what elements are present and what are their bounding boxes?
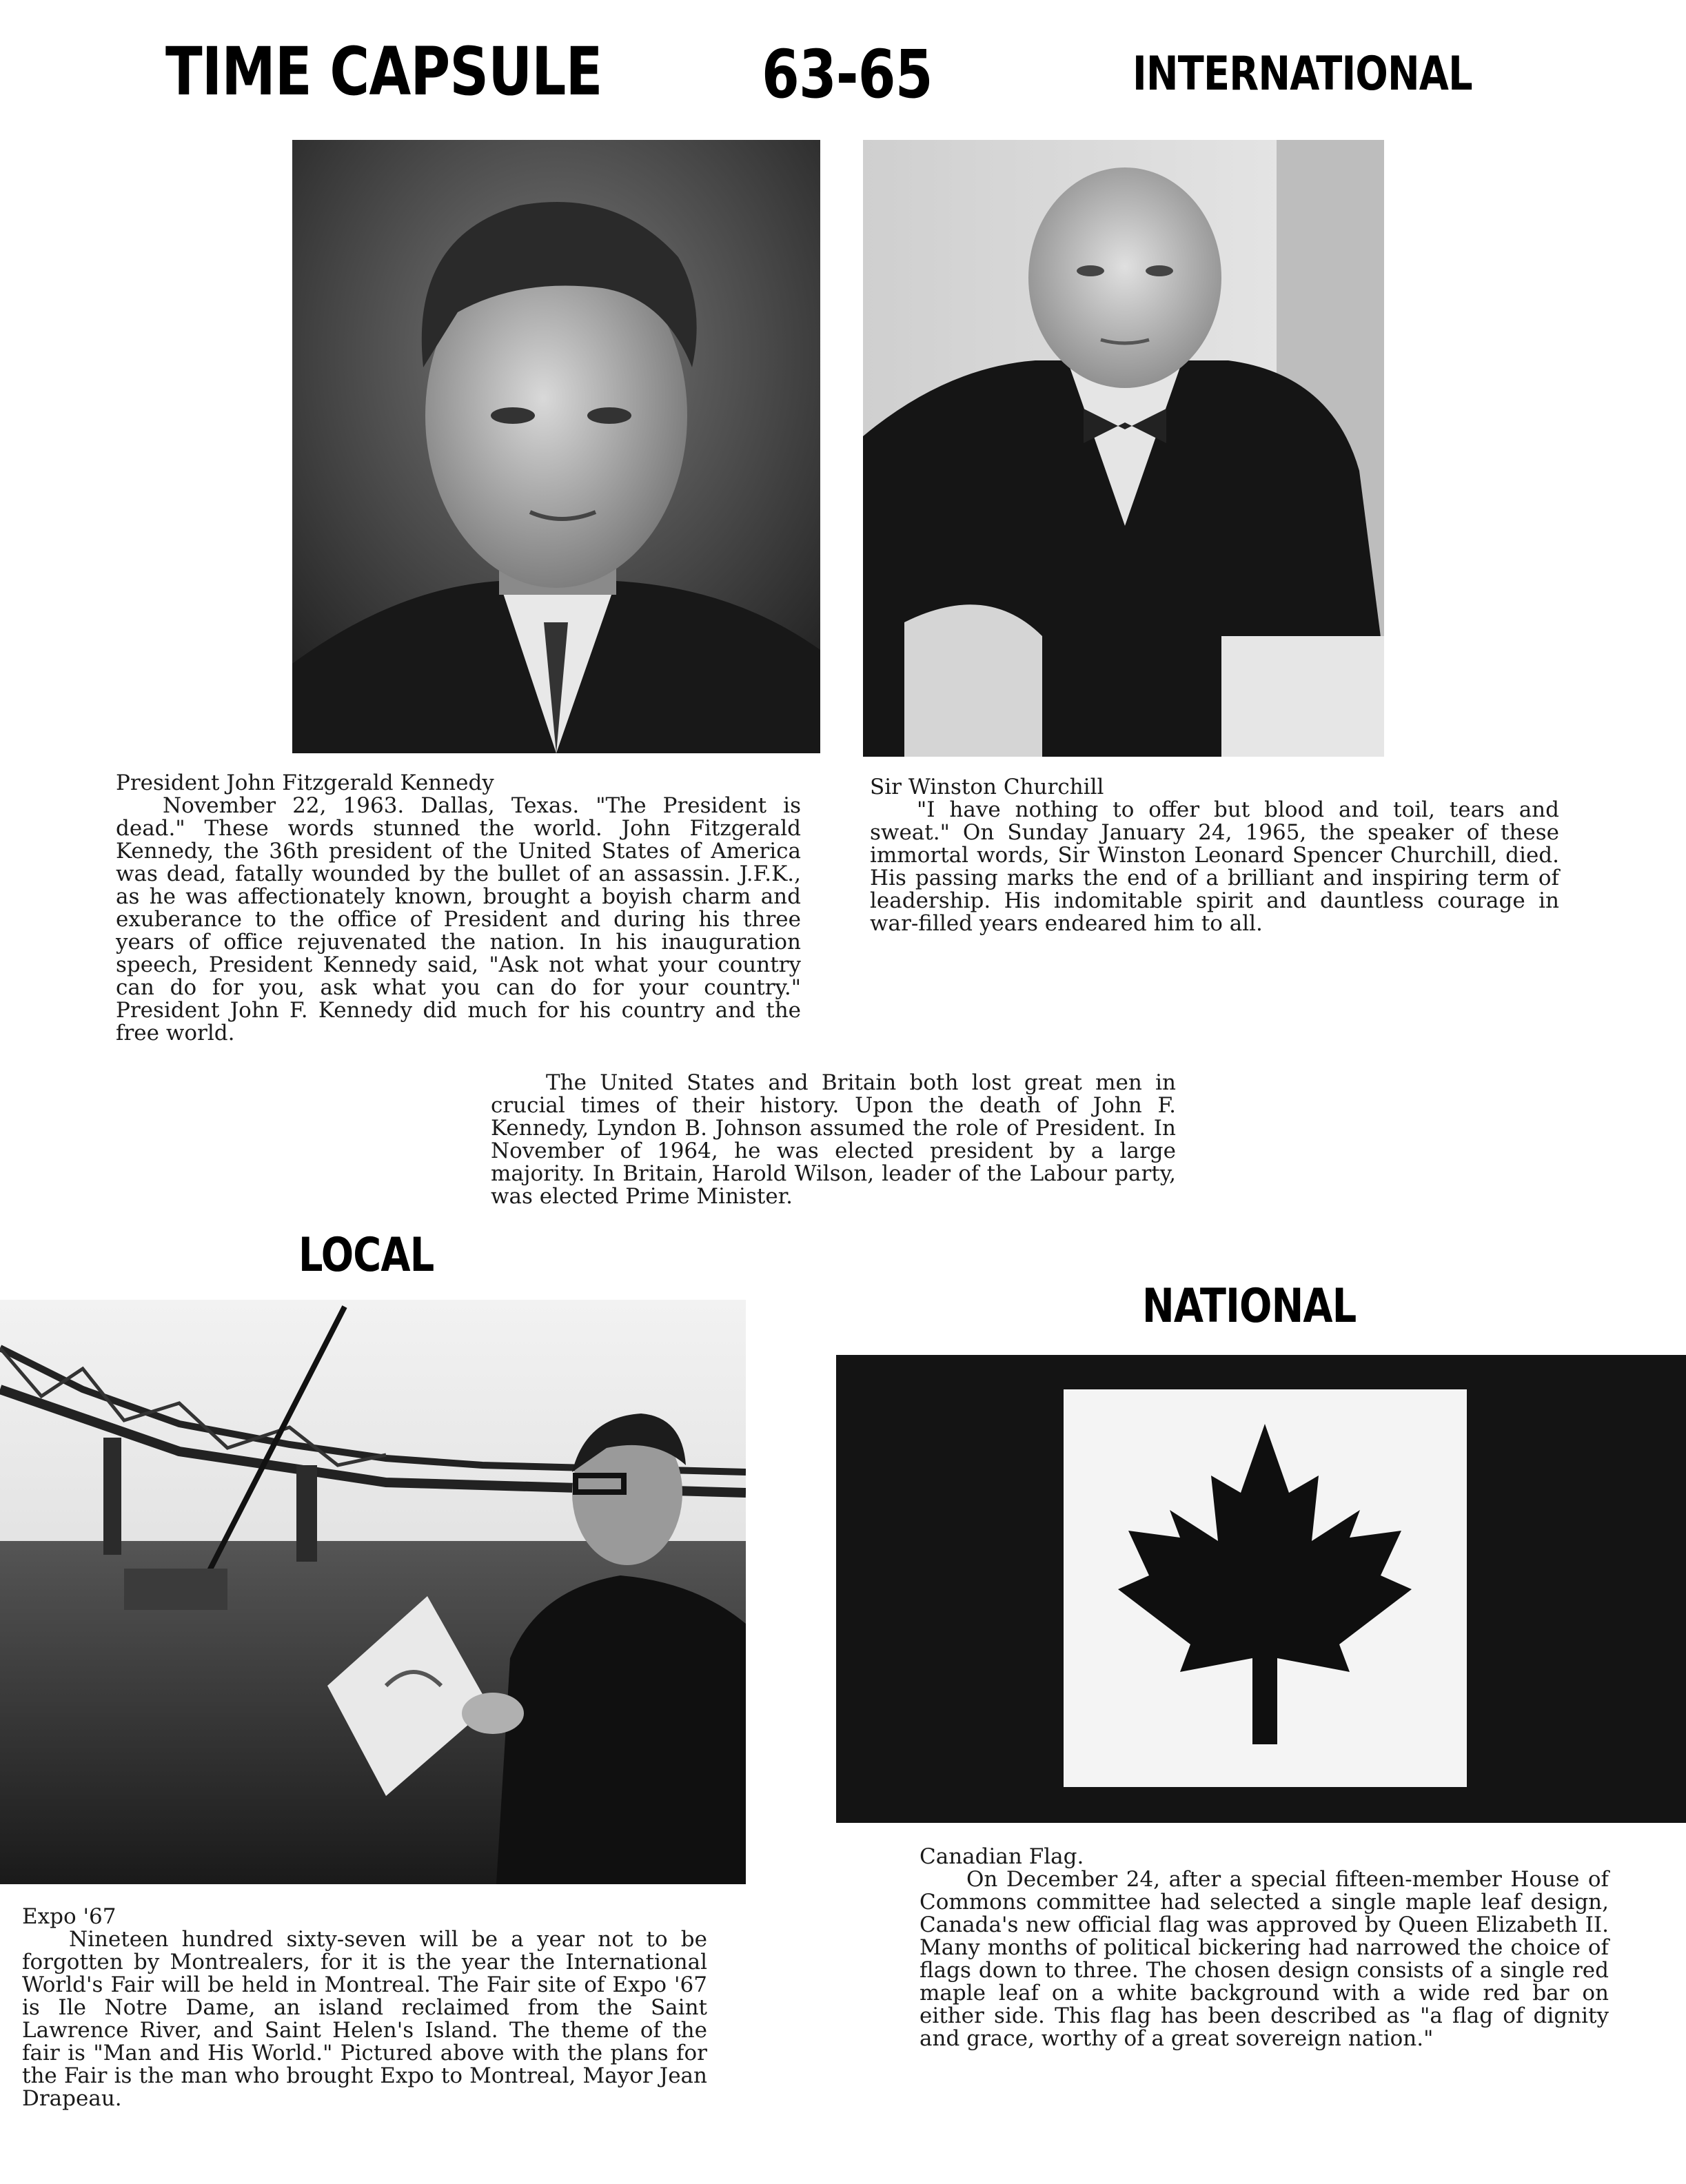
canadian-flag-photo xyxy=(836,1355,1686,1823)
churchill-caption xyxy=(870,776,1559,935)
churchill-caption-text: "I have nothing to offer but blood and toil, tears and sweat." On Sunday January 24, 1965, the speaker of these immortal words, Sir Winston Leonard Spencer Churchill, died. His passing marks the end of a brilliant and inspiring term of leadership. His indomitable spirit and dauntless courage in war-filled years endeared him to all. xyxy=(870,797,1559,936)
flag-caption-text: On December 24, after a special fifteen-member House of Commons committee had selected a single maple leaf design, Canada's new official flag was approved by Queen Elizabeth II. Many months of political bickering had narrowed the choice of flags down to three. The chosen design consists of a single red maple leaf on a white background with a wide red bar on either side. This flag has been described as "a flag of dignity and grace, worthy of a great sovereign nation." xyxy=(920,1867,1609,2051)
local-heading: LOCAL xyxy=(298,1228,434,1283)
year-range: 63-65 xyxy=(762,36,933,113)
kennedy-caption xyxy=(116,772,801,1045)
churchill-caption-name: Sir Winston Churchill xyxy=(870,775,1104,799)
expo-caption xyxy=(22,1906,707,2110)
national-heading: NATIONAL xyxy=(1142,1279,1357,1334)
kennedy-caption-text: November 22, 1963. Dallas, Texas. "The President is dead." These words stunned the world. John Fitzgerald Kennedy, the 36th president of the United States of America was dead, fatally wounded by the bullet of an assassin. J.F.K., as he was affectionately known, brought a boyish charm and exuberance to the office of President and during his three years of office rejuvenated the nation. In his inauguration speech, President Kennedy said, "Ask not what your country can do for you, ask what you can do for your country." President John F. Kennedy did much for his country and the free world. xyxy=(116,793,801,1045)
kennedy-caption-name: President John Fitzgerald Kennedy xyxy=(116,770,494,795)
center-paragraph-text: The United States and Britain both lost great men in crucial times of their history. Upon the death of John F. Kennedy, Lyndon B. Johnson assumed the role of President. In November of 1964, he was elected president by a large majority. In Britain, Harold Wilson, leader of the Labour party, was elected Prime Minister. xyxy=(491,1070,1176,1209)
expo-photo xyxy=(0,1300,746,1884)
flag-caption xyxy=(920,1846,1609,2050)
center-paragraph xyxy=(491,1072,1176,1208)
page-title: TIME CAPSULE xyxy=(165,33,602,110)
churchill-photo xyxy=(863,140,1384,757)
expo-caption-name: Expo '67 xyxy=(22,1904,116,1929)
flag-caption-name: Canadian Flag. xyxy=(920,1844,1084,1869)
kennedy-photo xyxy=(292,140,820,753)
expo-caption-text: Nineteen hundred sixty-seven will be a year not to be forgotten by Montrealers, for it is the year the International World's Fair will be held in Montreal. The Fair site of Expo '67 is Ile Notre Dame, an island reclaimed from the Saint Lawrence River, and Saint Helen's Island. The theme of the fair is "Man and His World." Pictured above with the plans for the Fair is the man who brought Expo to Montreal, Mayor Jean Drapeau. xyxy=(22,1927,707,2111)
international-heading: INTERNATIONAL xyxy=(1133,47,1472,101)
